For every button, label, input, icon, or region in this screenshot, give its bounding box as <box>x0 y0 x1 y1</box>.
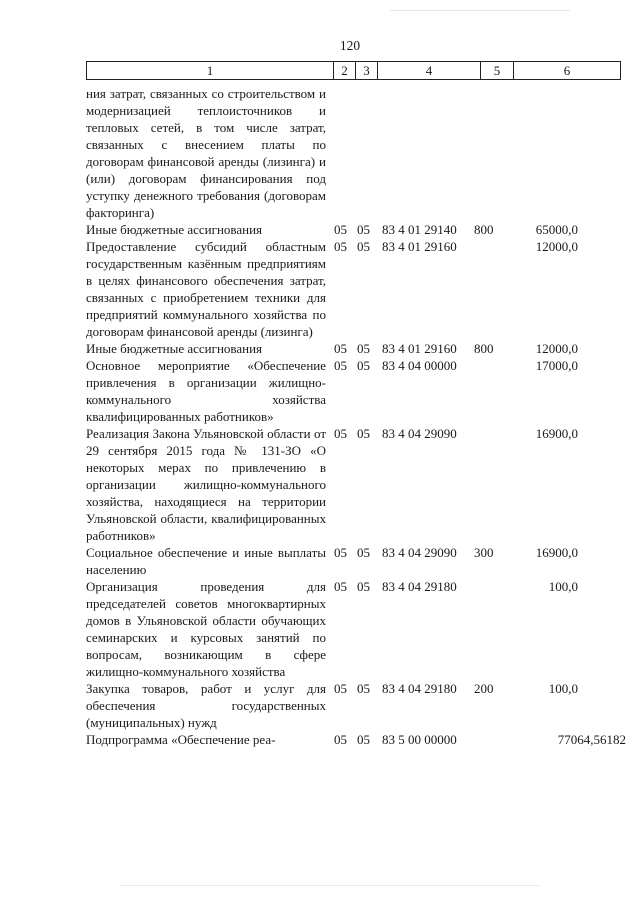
table-row <box>86 357 626 425</box>
row-subsection-code: 05 <box>357 239 370 254</box>
row-description: Иные бюджетные ассигнования <box>86 341 263 356</box>
table-row <box>86 680 626 731</box>
row-description: ния затрат, связанных со строительством и модернизацией теплоисточников и тепловых сетей, в том числе затрат, связанных с внесением платы по договорам финансовой аренды (лизинга) и (или) договорам финансирования под уступку денежного требования (договорам факторинга) <box>86 86 326 220</box>
budget-table-body <box>86 85 626 748</box>
row-target-code: 83 5 00 00000 <box>382 732 457 747</box>
column-header-2: 2 <box>334 62 356 80</box>
table-row <box>86 221 626 238</box>
table-row <box>86 731 626 748</box>
row-amount: 100,0 <box>548 579 578 594</box>
row-description: Основное мероприятие «Обеспечение привлечения в организации жилищно-коммунального хозяйства квалифицированных работников» <box>86 358 326 424</box>
row-section-code: 05 <box>334 579 347 594</box>
row-target-code: 83 4 04 29090 <box>382 426 457 441</box>
row-section-code: 05 <box>334 545 347 560</box>
row-description: Предоставление субсидий областным государственным казённым предприятиям в целях финансового обеспечения затрат, связанных с приобретением техники для предприятий коммунального хозяйства по договорам финансовой аренды (лизинга) <box>86 239 326 339</box>
row-target-code: 83 4 01 29160 <box>382 341 457 356</box>
row-subsection-code: 05 <box>357 341 370 356</box>
column-header-row <box>86 61 621 80</box>
row-amount: 12000,0 <box>535 239 578 254</box>
row-section-code: 05 <box>334 239 347 254</box>
row-target-code: 83 4 01 29160 <box>382 239 457 254</box>
row-amount: 16900,0 <box>535 426 578 441</box>
column-header-5: 5 <box>481 62 514 80</box>
scan-noise-bottom <box>120 885 540 886</box>
row-description: Социальное обеспечение и иные выплаты населению <box>86 545 326 577</box>
table-row <box>86 85 626 221</box>
row-section-code: 05 <box>334 222 347 237</box>
row-expense-type: 800 <box>474 222 494 237</box>
scan-noise-top <box>390 10 570 11</box>
row-subsection-code: 05 <box>357 732 370 747</box>
row-target-code: 83 4 04 29180 <box>382 579 457 594</box>
row-amount: 100,0 <box>548 681 578 696</box>
row-subsection-code: 05 <box>357 681 370 696</box>
table-row <box>86 238 626 340</box>
row-description: Организация проведения для председателей советов многоквартирных домов в Ульяновской области обучающих семинарских и курсовых занятий по вопросам, возникающим в сфере жилищно-коммунального хозяйства <box>86 579 326 679</box>
row-section-code: 05 <box>334 681 347 696</box>
row-subsection-code: 05 <box>357 545 370 560</box>
row-subsection-code: 05 <box>357 426 370 441</box>
row-amount: 17000,0 <box>535 358 578 373</box>
page-number: 120 <box>339 38 361 53</box>
table-row <box>86 544 626 578</box>
row-subsection-code: 05 <box>357 222 370 237</box>
column-header-1: 1 <box>87 62 334 80</box>
row-target-code: 83 4 04 29180 <box>382 681 457 696</box>
row-amount: 12000,0 <box>535 341 578 356</box>
row-description: Закупка товаров, работ и услуг для обеспечения государственных (муниципальных) нужд <box>86 681 326 730</box>
row-description: Иные бюджетные ассигнования <box>86 222 263 237</box>
table-row <box>86 578 626 680</box>
row-target-code: 83 4 04 00000 <box>382 358 457 373</box>
table-row <box>86 340 626 357</box>
row-section-code: 05 <box>334 341 347 356</box>
row-description: Подпрограмма «Обеспечение реа- <box>86 732 276 747</box>
row-target-code: 83 4 04 29090 <box>382 545 457 560</box>
row-expense-type: 200 <box>474 681 494 696</box>
column-header-6: 6 <box>514 62 621 80</box>
row-section-code: 05 <box>334 358 347 373</box>
row-expense-type: 300 <box>474 545 494 560</box>
table-row <box>86 425 626 544</box>
row-expense-type: 800 <box>474 341 494 356</box>
row-subsection-code: 05 <box>357 358 370 373</box>
row-target-code: 83 4 01 29140 <box>382 222 457 237</box>
row-description: Реализация Закона Ульяновской области от 29 сентября 2015 года № 131-ЗО «О некоторых мерах по привлечению в организации жилищно-коммунального хозяйства, находящиеся на территории Ульяновской области, квалифицированных работников» <box>86 426 326 543</box>
row-amount: 16900,0 <box>535 545 578 560</box>
row-subsection-code: 05 <box>357 579 370 594</box>
row-section-code: 05 <box>334 732 347 747</box>
row-section-code: 05 <box>334 426 347 441</box>
column-header-3: 3 <box>356 62 378 80</box>
column-header-4: 4 <box>378 62 481 80</box>
row-amount: 65000,0 <box>535 222 578 237</box>
row-amount: 77064,56182 <box>557 732 626 747</box>
